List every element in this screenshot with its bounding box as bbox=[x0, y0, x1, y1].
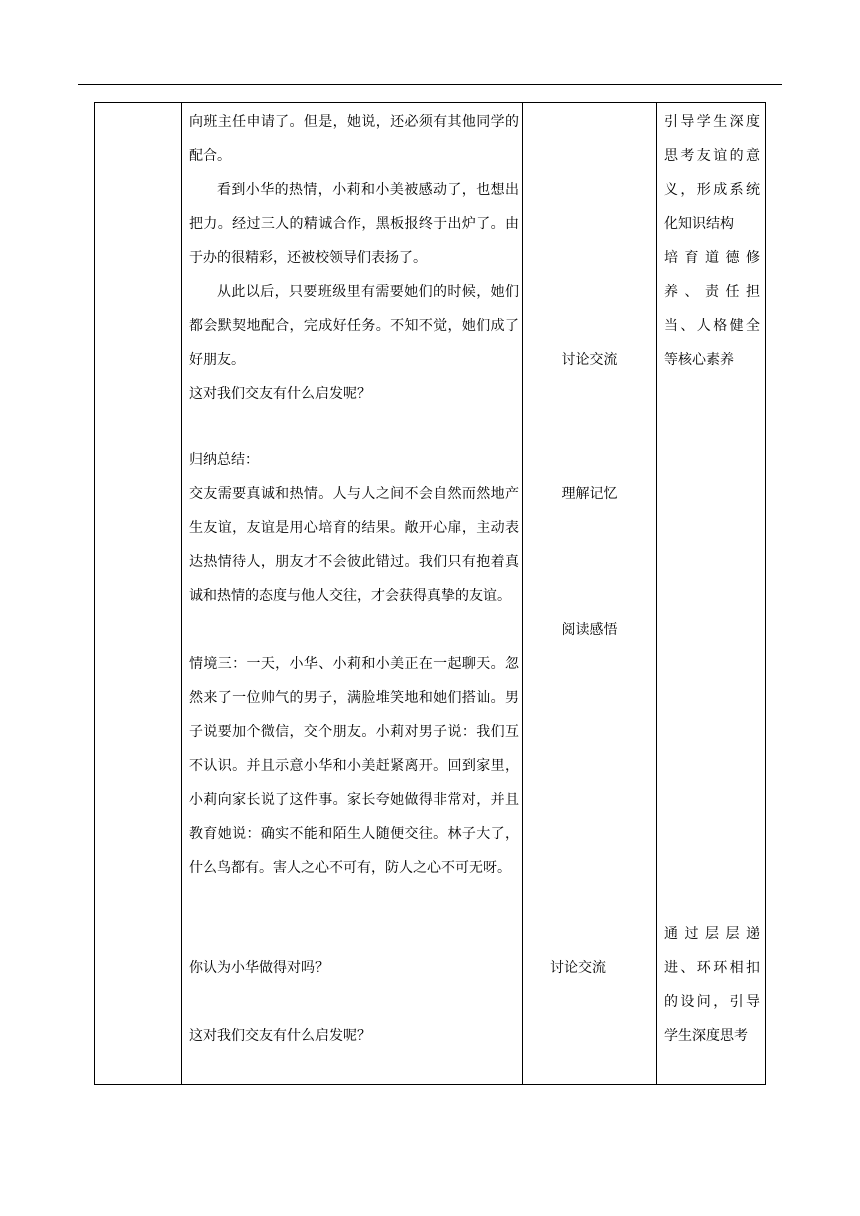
column-design-intent bbox=[657, 103, 767, 1084]
intent-progressive-questions: 通过层层递进、环环相扣的设问，引导学生深度思考 bbox=[664, 926, 760, 1044]
activity-discussion-2: 讨论交流 bbox=[550, 960, 606, 976]
intent-deep-thinking: 引导学生深度思考友谊的意义，形成系统化知识结构 bbox=[664, 114, 760, 232]
header-rule bbox=[78, 84, 782, 85]
paragraph-application: 向班主任申请了。但是，她说，还必须有其他同学的配合。 bbox=[189, 114, 519, 164]
activity-understand-memorize: 理解记忆 bbox=[561, 486, 618, 502]
summary-label: 归纳总结： bbox=[189, 452, 259, 468]
summary-text: 交友需要真诚和热情。人与人之间不会自然而然地产生友谊，友谊是用心培育的结果。敞开心扉，主动表达热情待人，朋友才不会彼此错过。我们只有抱着真诚和热情的态度与他人交往，才会获得真挚的友谊。 bbox=[189, 486, 519, 604]
column-stage bbox=[95, 103, 181, 1084]
lesson-plan-table bbox=[94, 102, 766, 1085]
question-right-or-wrong: 你认为小华做得对吗？ bbox=[189, 960, 329, 976]
column-teaching-content bbox=[182, 103, 522, 1084]
intent-core-literacy: 培育道德修养、责任担当、人格健全等核心素养 bbox=[664, 250, 760, 368]
question-inspiration-1: 这对我们交友有什么启发呢？ bbox=[189, 386, 371, 402]
column-student-activity bbox=[523, 103, 656, 1084]
activity-reading: 阅读感悟 bbox=[561, 622, 618, 638]
activity-discussion-1: 讨论交流 bbox=[561, 352, 618, 368]
scenario-three: 情境三：一天，小华、小莉和小美正在一起聊天。忽然来了一位帅气的男子，满脸堆笑地和她们搭讪。男子说要加个微信，交个朋友。小莉对男子说：我们互不认识。并且示意小华和小美赶紧离开。回到家里，小莉向家长说了这件事。家长夸她做得非常对，并且教育她说：确实不能和陌生人随便交往。林子大了，什么鸟都有。害人之心不可有，防人之心不可无呀。 bbox=[189, 656, 519, 876]
question-inspiration-2: 这对我们交友有什么启发呢？ bbox=[189, 1028, 371, 1044]
paragraph-cooperation: 看到小华的热情，小莉和小美被感动了，也想出把力。经过三人的精诚合作，黑板报终于出炉了。由于办的很精彩，还被校领导们表扬了。 bbox=[189, 182, 519, 266]
paragraph-friendship: 从此以后，只要班级里有需要她们的时候，她们都会默契地配合，完成好任务。不知不觉，她们成了好朋友。 bbox=[189, 284, 519, 368]
